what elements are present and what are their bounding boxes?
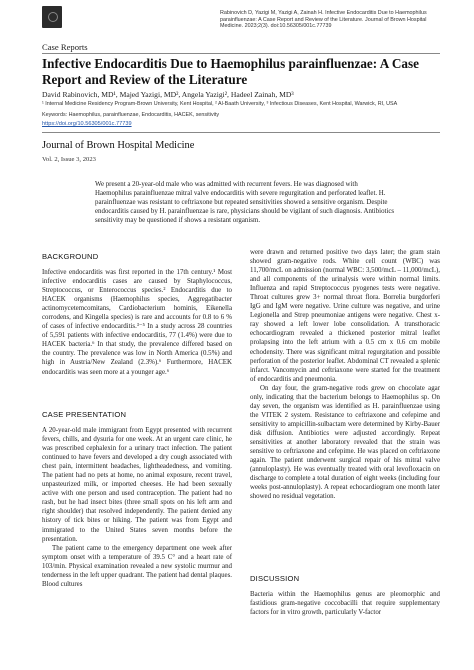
discussion-heading: DISCUSSION bbox=[250, 574, 300, 583]
case-text bbox=[42, 426, 232, 589]
affiliations: ¹ Internal Medicine Residency Program-Brown University, Kent Hospital, ² Al-Baath University, ³ Infectious Diseases, Kent Hospital, Warwick, RI, USA bbox=[42, 101, 398, 107]
discussion-text bbox=[250, 590, 440, 617]
background-text bbox=[42, 268, 232, 377]
divider bbox=[42, 132, 440, 133]
author-list: David Rabinovich, MD¹, Majed Yazigi, MD², Angela Yazigi², Hadeel Zainah, MD³ bbox=[42, 90, 294, 99]
journal-name: Journal of Brown Hospital Medicine bbox=[42, 140, 195, 151]
discussion-paragraph: Bacteria within the Haemophilus genus are pleomorphic and fastidious gram-negative coccobacilli that require supplementary factors for in vitro growth, particularly V-factor bbox=[250, 591, 440, 617]
case-paragraph-2: The patient came to the emergency department one week after symptom onset with a temperature of 39.5 C° and a heart rate of 103/min. Physical examination revealed a new systolic murmur and tenderness in the left upper quadrant. The patient had dental plaques. Blood cultures bbox=[42, 544, 232, 588]
keywords: Keywords: Haemophilus, parainfluenzae, Endocarditis, HACEK, sensitivity bbox=[42, 112, 220, 118]
right-column-text bbox=[250, 248, 440, 501]
journal-logo bbox=[42, 6, 62, 28]
article-title: Infective Endocarditis Due to Haemophilus parainfluenzae: A Case Report and Review of the Literature bbox=[42, 56, 419, 87]
divider bbox=[42, 53, 440, 54]
results-paragraph-1: were drawn and returned positive two days later; the gram stain showed gram-negative rods. White cell count (WBC) was 11,700/mcL on admission (normal WBC: 3,500/mcL – 11,000/mcL), and all components of the urinalysis were within normal limits. Influenza and rapid Streptococcus pyogenes tests were negative. Throat cultures grew 3+ normal throat flora. Borrelia burgdorferi IgG and IgM were negative. Urine culture was negative, and urine Legionella and Strep pneumoniae antigens were negative. Chest x-ray showed a left lower lobe consolidation. A transthoracic echocardiogram revealed a thickened posterior mitral leaflet prolapsing into the left atrium with a 0.5 cm x 0.6 cm mobile echodensity. There was significant mitral regurgitation and possible perforation of the posterior leaflet. Abdominal CT revealed a splenic infarct. Vancomycin and ceftriaxone were started for the treatment of endocarditis and pneumonia. bbox=[250, 249, 440, 383]
section-label: Case Reports bbox=[42, 42, 88, 52]
results-paragraph-2: On day four, the gram-negative rods grew on chocolate agar only, indicating that the bacterium belongs to Haemophilus sp. On day seven, the organism was identified as H. parainfluenzae using the VITEK 2 system. Resistance to ceftriaxone and cefepime and sensitivity to ampicillin-sulbactam were determined by Kirby-Bauer disk diffusion. Antibiotics were adjusted accordingly. Repeat sensitivities at another laboratory revealed that the strain was sensitive to ceftriaxone and cefepime. He was placed on ceftriaxone again. The patient underwent surgical repair of his mitral valve (annuloplasty). He was eventually treated with oral levofloxacin on discharge to complete a total duration of eight weeks (including four weeks post-annuloplasty). A repeat echocardiogram one month later showed no residual vegetation. bbox=[250, 384, 440, 501]
citation-block: Rabinovich D, Yazigi M, Yazigi A, Zainah H. Infective Endocarditis Due to Haemophilus parainfluenzae: A Case Report and Review of the Literature. Journal of Brown Hospital Medicine. 2023;2(3). doi:10.56305/001c.77739 bbox=[220, 10, 427, 30]
background-paragraph: Infective endocarditis was first reported in the 17th century.¹ Most infective endocarditis cases are caused by Staphylococcus, Streptococcus, or Enterococcus species.² Endocarditis due to HACEK organisms (Haemophilus species, Aggregatibacter actinomycetemcomitans, Cardiobacterium hominis, Eikenella corrodens, and Kingella species) is rare and accounts for 0.8 to 6 % of cases of infective endocarditis.³⁻⁵ In a study across 28 countries of 5,591 patients with infective endocarditis, 77 (1.4%) were due to HACEK bacteria.⁶ In that study, the prevalence differed based on the country. The prevalence was low in North America (0.5%) and high in Austria/New Zealand (2.3%).⁶ Furthermore, HACEK endocarditis was seen more at a younger age.⁶ bbox=[42, 269, 232, 376]
case-paragraph-1: A 20-year-old male immigrant from Egypt presented with recurrent fevers, chills, and dysuria for one week. At an urgent care clinic, he was prescribed cephalexin for a urinary tract infection. The patient continued to have fevers and developed a dry cough associated with chest pain, intermittent headaches, lightheadedness, and vomiting. The patient had no pets at home, no animal exposure, recent travel, unpasteurized milk, or imported cheeses. He had been sexually active with one person and used contraception. The patient had no rash, but he had insect bites (three small spots on his left arm and right shoulder) that resolved independently. The patient denied any history of tick bites or hiking. The patient was from Egypt and immigrated to the United States seven months before the presentation. bbox=[42, 427, 232, 543]
abstract: We present a 20-year-old male who was admitted with recurrent fevers. He was diagnosed with Haemophilus parainfluenzae mitral valve endocarditis with severe regurgitation and perforated leaflet. H. parainfluenzae was resistant to ceftriaxone but repeated sensitivities showed a sensitive organism. Despite endocarditis caused by H. parainfluenzae is rare, physicians should be vigilant of such diagnosis. Antibiotics sensitivity may be questioned if shows a resistant organism. bbox=[95, 181, 395, 225]
background-heading: BACKGROUND bbox=[42, 252, 99, 261]
volume-info: Vol. 2, Issue 3, 2023 bbox=[42, 156, 96, 163]
doi-link[interactable]: https://doi.org/10.56305/001c.77739 bbox=[42, 121, 132, 127]
case-heading: CASE PRESENTATION bbox=[42, 410, 127, 419]
